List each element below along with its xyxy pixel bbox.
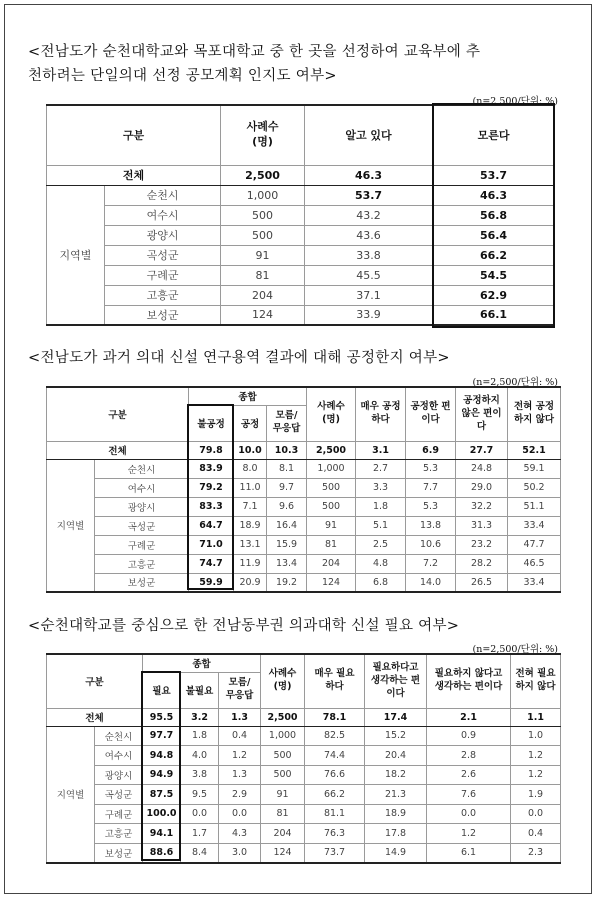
- know-cell: 33.8: [305, 245, 433, 265]
- count-cell: 91: [221, 245, 305, 265]
- count-cell: 91: [261, 785, 305, 805]
- header-summary: 종합: [143, 654, 261, 672]
- region-cell: 곡성군: [95, 516, 189, 535]
- not-needed-at-all-cell: 0.0: [511, 804, 561, 824]
- total-somewhat-fair: 6.9: [406, 441, 456, 459]
- count-cell: 500: [307, 497, 356, 516]
- count-cell: 124: [307, 573, 356, 592]
- table-row: [47, 285, 555, 305]
- region-cell: 광양시: [95, 497, 189, 516]
- header-count: 사례수 (명): [307, 387, 356, 441]
- count-cell: 81: [307, 535, 356, 554]
- table-row: [47, 265, 555, 285]
- region-cell: 고흥군: [95, 554, 189, 573]
- somewhat-unfair-cell: 29.0: [456, 478, 508, 497]
- dontknow-cell: 54.5: [433, 265, 555, 285]
- need-cell: 88.6: [143, 843, 181, 863]
- region-cell: 보성군: [95, 573, 189, 592]
- total-count: 2,500: [307, 441, 356, 459]
- count-cell: 81: [261, 804, 305, 824]
- somewhat-needed-cell: 18.9: [365, 804, 427, 824]
- no-need-cell: 8.4: [181, 843, 219, 863]
- table-row: [47, 726, 561, 746]
- section3-title: [28, 614, 573, 638]
- fair-cell: 18.9: [234, 516, 267, 535]
- header-need: 필요: [143, 672, 181, 708]
- total-dontknow: 53.7: [433, 165, 555, 185]
- need-cell: 100.0: [143, 804, 181, 824]
- unfair-cell: 71.0: [189, 535, 234, 554]
- unfair-cell: 59.9: [189, 573, 234, 592]
- count-cell: 91: [307, 516, 356, 535]
- table-row: [47, 804, 561, 824]
- somewhat-unfair-cell: 31.3: [456, 516, 508, 535]
- region-cell: 광양시: [105, 225, 221, 245]
- somewhat-unfair-cell: 24.8: [456, 459, 508, 478]
- total-very-needed: 78.1: [305, 708, 365, 726]
- dontknow-cell: 66.2: [433, 245, 555, 265]
- need-cell: 94.8: [143, 746, 181, 766]
- somewhat-unfair-cell: 23.2: [456, 535, 508, 554]
- total-somewhat-needed: 17.4: [365, 708, 427, 726]
- fair-cell: 7.1: [234, 497, 267, 516]
- header-know: 알고 있다: [305, 105, 433, 165]
- not-needed-at-all-cell: 1.2: [511, 746, 561, 766]
- table-row: [47, 245, 555, 265]
- header-unknown: 모름/ 무응답: [267, 405, 307, 441]
- table-row: [47, 573, 561, 592]
- total-unknown: 1.3: [219, 708, 261, 726]
- unknown-cell: 4.3: [219, 824, 261, 844]
- somewhat-not-needed-cell: 1.2: [427, 824, 511, 844]
- unknown-cell: 0.0: [219, 804, 261, 824]
- unfair-cell: 83.3: [189, 497, 234, 516]
- region-cell: 곡성군: [95, 785, 143, 805]
- section1-title: [28, 40, 573, 88]
- not-needed-at-all-cell: 0.4: [511, 824, 561, 844]
- know-cell: 43.2: [305, 205, 433, 225]
- header-no-need: 불필요: [181, 672, 219, 708]
- count-cell: 500: [221, 205, 305, 225]
- no-need-cell: 4.0: [181, 746, 219, 766]
- table-row: [47, 205, 555, 225]
- total-very-fair: 3.1: [356, 441, 406, 459]
- count-cell: 204: [221, 285, 305, 305]
- unknown-cell: 3.0: [219, 843, 261, 863]
- need-cell: 97.7: [143, 726, 181, 746]
- very-unfair-cell: 59.1: [508, 459, 561, 478]
- need-cell: 94.1: [143, 824, 181, 844]
- total-label: 전체: [47, 441, 189, 459]
- region-cell: 보성군: [105, 305, 221, 325]
- table-row: [47, 185, 555, 205]
- somewhat-needed-cell: 14.9: [365, 843, 427, 863]
- header-somewhat-not-needed: 필요하지 않다고 생각하는 편이다: [427, 654, 511, 708]
- total-label: 전체: [47, 165, 221, 185]
- total-not-needed-at-all: 1.1: [511, 708, 561, 726]
- no-need-cell: 0.0: [181, 804, 219, 824]
- section2-title-line1: <전남도가 과거 의대 신설 연구용역 결과에 대해 공정한지 여부>: [28, 350, 450, 366]
- somewhat-needed-cell: 20.4: [365, 746, 427, 766]
- very-fair-cell: 4.8: [356, 554, 406, 573]
- no-need-cell: 9.5: [181, 785, 219, 805]
- count-cell: 500: [307, 478, 356, 497]
- total-unknown: 10.3: [267, 441, 307, 459]
- unfair-cell: 74.7: [189, 554, 234, 573]
- table-row: [47, 746, 561, 766]
- not-needed-at-all-cell: 1.9: [511, 785, 561, 805]
- very-fair-cell: 6.8: [356, 573, 406, 592]
- very-fair-cell: 3.3: [356, 478, 406, 497]
- fair-cell: 11.0: [234, 478, 267, 497]
- header-fair: 공정: [234, 405, 267, 441]
- unknown-cell: 2.9: [219, 785, 261, 805]
- no-need-cell: 3.8: [181, 765, 219, 785]
- unknown-cell: 19.2: [267, 573, 307, 592]
- total-row: [47, 165, 555, 185]
- header-category: 구분: [47, 387, 189, 441]
- very-needed-cell: 66.2: [305, 785, 365, 805]
- not-needed-at-all-cell: 2.3: [511, 843, 561, 863]
- total-row: [47, 708, 561, 726]
- dontknow-cell: 46.3: [433, 185, 555, 205]
- somewhat-unfair-cell: 32.2: [456, 497, 508, 516]
- very-fair-cell: 5.1: [356, 516, 406, 535]
- somewhat-not-needed-cell: 6.1: [427, 843, 511, 863]
- need-cell: 87.5: [143, 785, 181, 805]
- region-cell: 고흥군: [105, 285, 221, 305]
- count-cell: 1,000: [261, 726, 305, 746]
- unfair-cell: 79.2: [189, 478, 234, 497]
- total-fair: 10.0: [234, 441, 267, 459]
- header-unknown: 모름/ 무응답: [219, 672, 261, 708]
- fair-cell: 11.9: [234, 554, 267, 573]
- very-unfair-cell: 47.7: [508, 535, 561, 554]
- unknown-cell: 13.4: [267, 554, 307, 573]
- count-cell: 204: [261, 824, 305, 844]
- total-need: 95.5: [143, 708, 181, 726]
- somewhat-fair-cell: 7.2: [406, 554, 456, 573]
- region-cell: 여수시: [95, 478, 189, 497]
- region-cell: 순천시: [95, 726, 143, 746]
- somewhat-needed-cell: 18.2: [365, 765, 427, 785]
- unknown-cell: 16.4: [267, 516, 307, 535]
- total-very-unfair: 52.1: [508, 441, 561, 459]
- table-row: [47, 554, 561, 573]
- know-cell: 53.7: [305, 185, 433, 205]
- table-row: [47, 765, 561, 785]
- dontknow-cell: 66.1: [433, 305, 555, 325]
- table-row: [47, 824, 561, 844]
- unknown-cell: 0.4: [219, 726, 261, 746]
- header-somewhat-unfair: 공정하지 않은 편이 다: [456, 387, 508, 441]
- somewhat-fair-cell: 13.8: [406, 516, 456, 535]
- know-cell: 45.5: [305, 265, 433, 285]
- table-row: [47, 785, 561, 805]
- header-count: 사례수 (명): [261, 654, 305, 708]
- fair-cell: 8.0: [234, 459, 267, 478]
- region-cell: 구례군: [95, 804, 143, 824]
- dontknow-cell: 56.4: [433, 225, 555, 245]
- table-row: [47, 459, 561, 478]
- no-need-cell: 1.8: [181, 726, 219, 746]
- region-cell: 보성군: [95, 843, 143, 863]
- header-somewhat-needed: 필요하다고 생각하는 편 이다: [365, 654, 427, 708]
- very-unfair-cell: 33.4: [508, 516, 561, 535]
- somewhat-fair-cell: 14.0: [406, 573, 456, 592]
- group-label: 지역별: [47, 459, 95, 592]
- somewhat-not-needed-cell: 0.9: [427, 726, 511, 746]
- count-cell: 124: [221, 305, 305, 325]
- header-dontknow: 모른다: [433, 105, 555, 165]
- somewhat-not-needed-cell: 7.6: [427, 785, 511, 805]
- header-unfair: 불공정: [189, 405, 234, 441]
- table-header-row: [47, 387, 561, 405]
- region-cell: 여수시: [105, 205, 221, 225]
- group-label: 지역별: [47, 185, 105, 325]
- somewhat-fair-cell: 7.7: [406, 478, 456, 497]
- table-row: [47, 305, 555, 325]
- very-needed-cell: 82.5: [305, 726, 365, 746]
- total-know: 46.3: [305, 165, 433, 185]
- fair-cell: 20.9: [234, 573, 267, 592]
- section2-table: [46, 386, 561, 593]
- not-needed-at-all-cell: 1.2: [511, 765, 561, 785]
- dontknow-cell: 62.9: [433, 285, 555, 305]
- unknown-cell: 15.9: [267, 535, 307, 554]
- unfair-cell: 64.7: [189, 516, 234, 535]
- very-unfair-cell: 50.2: [508, 478, 561, 497]
- region-cell: 곡성군: [105, 245, 221, 265]
- know-cell: 33.9: [305, 305, 433, 325]
- somewhat-not-needed-cell: 0.0: [427, 804, 511, 824]
- section3-unit: (n=2,500/단위: %): [472, 644, 558, 655]
- somewhat-unfair-cell: 26.5: [456, 573, 508, 592]
- section1-table: [46, 104, 555, 326]
- header-count: 사례수 (명): [221, 105, 305, 165]
- somewhat-fair-cell: 5.3: [406, 497, 456, 516]
- unknown-cell: 1.3: [219, 765, 261, 785]
- count-cell: 1,000: [307, 459, 356, 478]
- unknown-cell: 8.1: [267, 459, 307, 478]
- section3-table: [46, 653, 561, 864]
- total-count: 2,500: [261, 708, 305, 726]
- section2-title: [28, 346, 573, 370]
- dontknow-cell: 56.8: [433, 205, 555, 225]
- somewhat-unfair-cell: 28.2: [456, 554, 508, 573]
- somewhat-not-needed-cell: 2.8: [427, 746, 511, 766]
- region-cell: 구례군: [105, 265, 221, 285]
- header-very-needed: 매우 필요 하다: [305, 654, 365, 708]
- section1-title-line1: <전남도가 순천대학교와 목포대학교 중 한 곳을 선정하여 교육부에 추: [28, 44, 481, 60]
- very-fair-cell: 2.7: [356, 459, 406, 478]
- very-needed-cell: 76.6: [305, 765, 365, 785]
- region-cell: 광양시: [95, 765, 143, 785]
- very-needed-cell: 73.7: [305, 843, 365, 863]
- table-header-row: [47, 105, 555, 165]
- very-unfair-cell: 46.5: [508, 554, 561, 573]
- total-label: 전체: [47, 708, 143, 726]
- somewhat-fair-cell: 10.6: [406, 535, 456, 554]
- somewhat-not-needed-cell: 2.6: [427, 765, 511, 785]
- table-row: [47, 478, 561, 497]
- count-cell: 124: [261, 843, 305, 863]
- section2-unit: (n=2,500/단위: %): [472, 377, 558, 388]
- header-category: 구분: [47, 105, 221, 165]
- very-needed-cell: 76.3: [305, 824, 365, 844]
- region-cell: 여수시: [95, 746, 143, 766]
- total-somewhat-unfair: 27.7: [456, 441, 508, 459]
- no-need-cell: 1.7: [181, 824, 219, 844]
- total-count: 2,500: [221, 165, 305, 185]
- know-cell: 37.1: [305, 285, 433, 305]
- need-cell: 94.9: [143, 765, 181, 785]
- total-row: [47, 441, 561, 459]
- table-row: [47, 225, 555, 245]
- total-no-need: 3.2: [181, 708, 219, 726]
- unknown-cell: 9.6: [267, 497, 307, 516]
- group-label: 지역별: [47, 726, 95, 863]
- unknown-cell: 9.7: [267, 478, 307, 497]
- section3-title-line1: <순천대학교를 중심으로 한 전남동부권 의과대학 신설 필요 여부>: [28, 618, 460, 634]
- unknown-cell: 1.2: [219, 746, 261, 766]
- section1-title-line2: 천하려는 단일의대 선정 공모계획 인지도 여부>: [28, 68, 337, 84]
- very-fair-cell: 2.5: [356, 535, 406, 554]
- region-cell: 고흥군: [95, 824, 143, 844]
- somewhat-needed-cell: 15.2: [365, 726, 427, 746]
- header-very-fair: 매우 공정 하다: [356, 387, 406, 441]
- count-cell: 500: [261, 765, 305, 785]
- count-cell: 204: [307, 554, 356, 573]
- count-cell: 500: [221, 225, 305, 245]
- table-row: [47, 535, 561, 554]
- count-cell: 500: [261, 746, 305, 766]
- know-cell: 43.6: [305, 225, 433, 245]
- header-category: 구분: [47, 654, 143, 708]
- region-cell: 순천시: [105, 185, 221, 205]
- header-very-unfair: 전혀 공정 하지 않다: [508, 387, 561, 441]
- total-somewhat-not-needed: 2.1: [427, 708, 511, 726]
- very-needed-cell: 81.1: [305, 804, 365, 824]
- header-summary: 종합: [189, 387, 307, 405]
- very-unfair-cell: 33.4: [508, 573, 561, 592]
- somewhat-fair-cell: 5.3: [406, 459, 456, 478]
- table-row: [47, 497, 561, 516]
- very-unfair-cell: 51.1: [508, 497, 561, 516]
- unfair-cell: 83.9: [189, 459, 234, 478]
- count-cell: 81: [221, 265, 305, 285]
- not-needed-at-all-cell: 1.0: [511, 726, 561, 746]
- fair-cell: 13.1: [234, 535, 267, 554]
- somewhat-needed-cell: 21.3: [365, 785, 427, 805]
- section1-unit: (n=2,500/단위: %): [472, 96, 558, 107]
- table-row: [47, 843, 561, 863]
- header-not-needed-at-all: 전혀 필요 하지 않다: [511, 654, 561, 708]
- very-fair-cell: 1.8: [356, 497, 406, 516]
- region-cell: 구례군: [95, 535, 189, 554]
- table-header-row: [47, 654, 561, 672]
- table-row: [47, 516, 561, 535]
- total-unfair: 79.8: [189, 441, 234, 459]
- count-cell: 1,000: [221, 185, 305, 205]
- header-somewhat-fair: 공정한 편 이다: [406, 387, 456, 441]
- region-cell: 순천시: [95, 459, 189, 478]
- somewhat-needed-cell: 17.8: [365, 824, 427, 844]
- very-needed-cell: 74.4: [305, 746, 365, 766]
